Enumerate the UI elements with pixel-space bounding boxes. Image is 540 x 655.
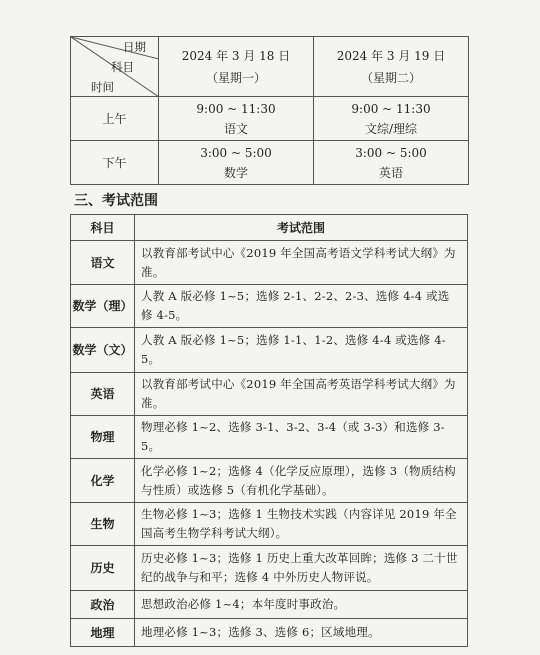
date-text: 2024 年 3 月 19 日 [336, 48, 446, 63]
schedule-row-morning [71, 97, 469, 141]
range-cell: 人教 A 版必修 1~5；选修 2-1、2-2、2-3、选修 4-4 或选修 4-5。 [135, 285, 468, 328]
subject-cell: 地理 [71, 619, 135, 647]
subject-cell: 语文 [71, 241, 135, 285]
table-row [71, 546, 468, 591]
table-row [71, 373, 468, 416]
slot-subject: 英语 [378, 165, 403, 180]
range-cell: 地理必修 1~3；选修 3、选修 6；区域地理。 [135, 619, 468, 647]
slot-time: 3:00 ~ 5:00 [200, 145, 272, 160]
subject-cell: 生物 [71, 503, 135, 546]
slot-subject: 数学 [223, 165, 248, 180]
slot-time: 9:00 ~ 11:30 [196, 101, 276, 116]
range-cell: 以教育部考试中心《2019 年全国高考英语学科考试大纲》为准。 [135, 373, 468, 416]
range-cell: 思想政治必修 1~4；本年度时事政治。 [135, 591, 468, 619]
range-cell: 化学必修 1~2；选修 4（化学反应原理），选修 3（物质结构与性质）或选修 5（有机化学基础）。 [135, 459, 468, 503]
table-row [71, 328, 468, 373]
schedule-slot [314, 97, 469, 141]
date-cell-1 [159, 37, 314, 97]
subject-cell: 政治 [71, 591, 135, 619]
range-cell: 以教育部考试中心《2019 年全国高考语文学科考试大纲》为准。 [135, 241, 468, 285]
exam-schedule-table [70, 36, 469, 185]
range-column-header: 考试范围 [135, 215, 468, 241]
table-row [71, 619, 468, 647]
table-row [71, 241, 468, 285]
diag-date-label: 日期 [123, 40, 146, 54]
schedule-header-row [71, 37, 469, 97]
diag-time-label: 时间 [91, 80, 114, 94]
weekday-text: （星期二） [360, 70, 421, 85]
weekday-text: （星期一） [205, 70, 266, 85]
table-row [71, 503, 468, 546]
subject-cell: 英语 [71, 373, 135, 416]
table-row [71, 285, 468, 328]
table-row [71, 459, 468, 503]
range-cell: 物理必修 1~2、选修 3-1、3-2、3-4（或 3-3）和选修 3-5。 [135, 416, 468, 459]
schedule-slot [314, 141, 469, 185]
subject-cell: 历史 [71, 546, 135, 591]
schedule-row-afternoon [71, 141, 469, 185]
subject-cell: 数学（文） [71, 328, 135, 373]
diag-subject-label: 科目 [111, 60, 134, 74]
table-row [71, 416, 468, 459]
date-cell-2 [314, 37, 469, 97]
subject-cell: 数学（理） [71, 285, 135, 328]
schedule-slot [159, 97, 314, 141]
period-label: 下午 [71, 141, 159, 185]
section-heading: 三、考试范围 [74, 193, 158, 209]
slot-time: 3:00 ~ 5:00 [355, 145, 427, 160]
scope-header-row [71, 215, 468, 241]
subject-cell: 物理 [71, 416, 135, 459]
subject-cell: 化学 [71, 459, 135, 503]
exam-scope-table [70, 214, 468, 647]
subject-column-header: 科目 [71, 215, 135, 241]
range-cell: 生物必修 1~3；选修 1 生物技术实践（内容详见 2019 年全国高考生物学科考试大纲）。 [135, 503, 468, 546]
range-cell: 历史必修 1~3；选修 1 历史上重大改革回眸；选修 3 二十世纪的战争与和平；选修 4 中外历史人物评说。 [135, 546, 468, 591]
range-cell: 人教 A 版必修 1~5；选修 1-1、1-2、选修 4-4 或选修 4-5。 [135, 328, 468, 373]
table-row [71, 591, 468, 619]
period-label: 上午 [71, 97, 159, 141]
date-text: 2024 年 3 月 18 日 [181, 48, 291, 63]
slot-subject: 文综/理综 [364, 121, 418, 136]
schedule-slot [159, 141, 314, 185]
slot-subject: 语文 [223, 121, 248, 136]
diagonal-header-cell [71, 37, 159, 97]
slot-time: 9:00 ~ 11:30 [351, 101, 431, 116]
